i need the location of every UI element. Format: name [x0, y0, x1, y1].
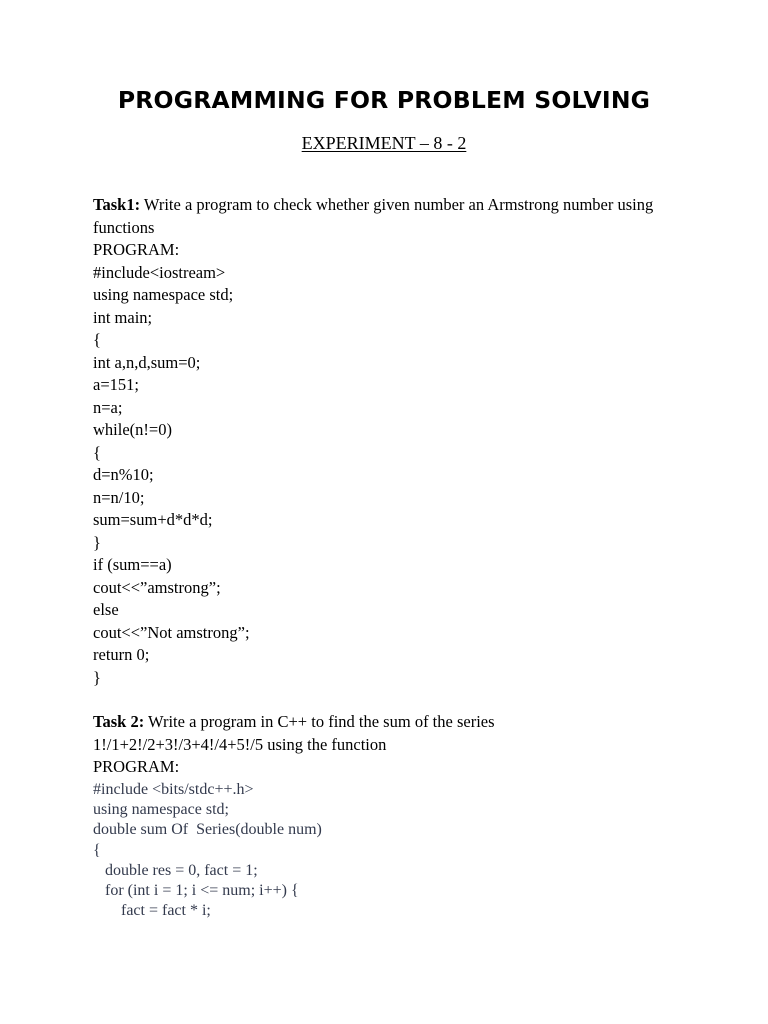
code-line: cout<<”Not amstrong”; [93, 622, 250, 642]
code-line: n=a; [93, 397, 123, 417]
code-line: } [93, 532, 101, 552]
task2-description-line2: 1!/1+2!/2+3!/3+4!/4+5!/5 using the function [93, 734, 387, 754]
task1-program-label: PROGRAM: [93, 240, 180, 259]
code-line: { [93, 330, 101, 349]
task2-code [93, 780, 683, 921]
task1-code [93, 262, 683, 690]
code-line: #include<iostream> [93, 262, 226, 282]
task1-heading [93, 194, 683, 239]
code-line: return 0; [93, 645, 150, 664]
code-line: n=n/10; [93, 487, 145, 507]
code-line: else [93, 600, 119, 619]
task1-label: Task1: [93, 195, 141, 214]
code-line: int main; [93, 307, 153, 327]
code-line: double res = 0, fact = 1; [93, 861, 258, 879]
task2-label: Task 2: [93, 712, 145, 731]
code-line: while(n!=0) [93, 420, 172, 439]
code-line: double sum Of Series(double num) [93, 821, 322, 839]
task2-program-label: PROGRAM: [93, 757, 180, 776]
task1-section [93, 194, 683, 689]
code-line: { [93, 442, 101, 462]
task2-section [93, 711, 683, 779]
code-line: fact = fact * i; [93, 902, 211, 920]
code-line: } [93, 667, 101, 687]
code-line: for (int i = 1; i <= num; i++) { [93, 881, 299, 899]
code-line: sum=sum+d*d*d; [93, 510, 213, 529]
code-line: cout<<”amstrong”; [93, 577, 221, 597]
code-line: { [93, 841, 101, 859]
task1-description: Write a program to check whether given number an Armstrong number using functions [93, 195, 654, 237]
page-title: PROGRAMMING FOR PROBLEM SOLVING [117, 86, 651, 114]
task2-description-line1: Write a program in C++ to find the sum of the series [144, 712, 495, 731]
code-line: using namespace std; [93, 285, 234, 304]
experiment-heading: EXPERIMENT – 8 - 2 [301, 133, 467, 153]
code-line: if (sum==a) [93, 555, 172, 574]
code-line: using namespace std; [93, 801, 229, 819]
task2-heading [93, 711, 683, 734]
code-line: int a,n,d,sum=0; [93, 352, 201, 372]
code-line: d=n%10; [93, 465, 154, 484]
code-line: a=151; [93, 375, 139, 394]
code-line: #include <bits/stdc++.h> [93, 781, 254, 798]
